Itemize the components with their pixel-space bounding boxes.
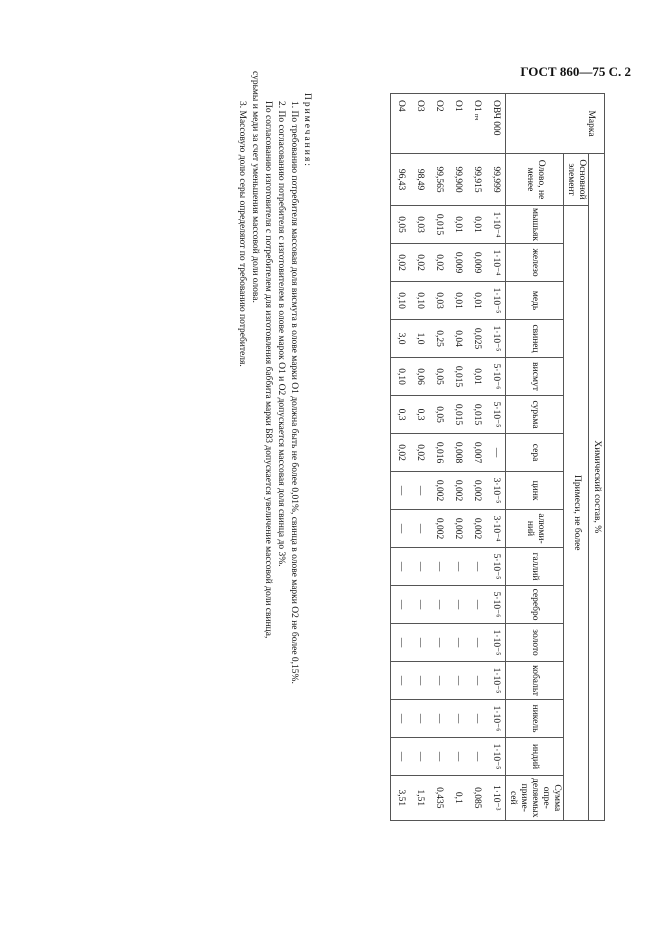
cell-impurity: 0,05 (391, 206, 411, 244)
grade-sub-label: пч (473, 114, 480, 121)
cell-impurity: — (410, 738, 429, 776)
grade-label: О2 (434, 100, 445, 112)
cell-impurity: — (391, 700, 411, 738)
cell-tin: 99,999 (486, 154, 506, 206)
cell-impurity: 0,05 (429, 358, 448, 396)
cell-impurity: 0,01 (467, 282, 486, 320)
cell-impurity: — (429, 586, 448, 624)
cell-grade (410, 94, 429, 154)
cell-impurity: 0,002 (429, 472, 448, 510)
header-impurity: медь (506, 282, 564, 320)
cell-grade (486, 94, 506, 154)
cell-impurity: 1·10⁻⁴ (486, 244, 506, 282)
cell-sum: 3,51 (391, 776, 411, 821)
cell-impurity: — (391, 662, 411, 700)
grade-label: О4 (396, 100, 407, 112)
cell-impurity: — (429, 700, 448, 738)
cell-impurity: — (410, 624, 429, 662)
cell-impurity: 3·10⁻⁴ (486, 510, 506, 548)
cell-impurity: 1·10⁻⁵ (486, 624, 506, 662)
header-base-element: Основной элемент (564, 154, 589, 206)
header-impurities: Примеси, не более (564, 206, 589, 821)
cell-impurity: — (391, 472, 411, 510)
cell-impurity: 5·10⁻⁵ (486, 548, 506, 586)
cell-impurity: 0,03 (410, 206, 429, 244)
cell-impurity: 0,015 (448, 396, 467, 434)
table-row (429, 94, 448, 821)
cell-impurity: — (410, 586, 429, 624)
cell-impurity: 0,016 (429, 434, 448, 472)
cell-impurity: 0,015 (429, 206, 448, 244)
cell-grade (391, 94, 411, 154)
grade-label: О1 (453, 100, 464, 112)
header-grade: Марка (506, 94, 605, 154)
table-row (467, 94, 486, 821)
cell-impurity: 1·10⁻⁶ (486, 700, 506, 738)
cell-grade (467, 94, 486, 154)
header-sum: Сумма опре-деляемых приме-сей (506, 776, 564, 821)
cell-impurity: 0,01 (467, 358, 486, 396)
cell-impurity: — (486, 434, 506, 472)
cell-impurity: — (391, 624, 411, 662)
cell-impurity: 3,0 (391, 320, 411, 358)
cell-impurity: 1·10⁻⁵ (486, 738, 506, 776)
cell-impurity: 0,002 (448, 510, 467, 548)
cell-impurity: 1·10⁻⁴ (486, 206, 506, 244)
header-impurity: мышьяк (506, 206, 564, 244)
cell-impurity: — (448, 548, 467, 586)
cell-impurity: 0,009 (467, 244, 486, 282)
cell-impurity: 0,02 (429, 244, 448, 282)
cell-impurity: — (391, 548, 411, 586)
cell-tin: 98,49 (410, 154, 429, 206)
cell-impurity: — (410, 548, 429, 586)
cell-impurity: — (467, 700, 486, 738)
header-impurity: алюми-ний (506, 510, 564, 548)
cell-impurity: — (410, 662, 429, 700)
cell-impurity: 0,05 (429, 396, 448, 434)
cell-sum: 1·10⁻³ (486, 776, 506, 821)
cell-impurity: 0,025 (467, 320, 486, 358)
cell-impurity: — (429, 738, 448, 776)
cell-impurity: 5·10⁻⁶ (486, 586, 506, 624)
notes (235, 71, 313, 843)
note-2a: 2. По согласованию потребителя с изготовителем в олове марок О1 и О2 допускается массовая доля свинца до 3%. (276, 101, 286, 567)
cell-impurity: 0,02 (391, 434, 411, 472)
cell-impurity: — (448, 700, 467, 738)
cell-impurity: 0,01 (467, 206, 486, 244)
cell-impurity: 0,01 (448, 282, 467, 320)
header-impurity: сурьма (506, 396, 564, 434)
note-2b: По согласованию изготовителя с потребителем для изготовления баббита марки Б83 допускается увеличение массовой доли свинца, (263, 101, 273, 639)
cell-impurity: 0,007 (467, 434, 486, 472)
cell-grade (448, 94, 467, 154)
table-row (410, 94, 429, 821)
cell-tin: 99,565 (429, 154, 448, 206)
cell-impurity: 1,0 (410, 320, 429, 358)
cell-impurity: 0,03 (429, 282, 448, 320)
cell-impurity: — (467, 624, 486, 662)
header-impurity: цинк (506, 472, 564, 510)
header-impurity: галлий (506, 548, 564, 586)
cell-impurity: — (467, 586, 486, 624)
cell-impurity: 0,002 (429, 510, 448, 548)
cell-impurity: 1·10⁻⁵ (486, 282, 506, 320)
cell-impurity: 0,002 (467, 472, 486, 510)
header-impurity: висмут (506, 358, 564, 396)
header-chem-composition: Химический состав, % (589, 154, 605, 821)
header-impurity: никель (506, 700, 564, 738)
cell-impurity: 0,015 (448, 358, 467, 396)
table-row (391, 94, 411, 821)
cell-grade (429, 94, 448, 154)
chemical-composition-table (390, 93, 605, 821)
cell-impurity: 0,02 (391, 244, 411, 282)
cell-impurity: 0,10 (391, 358, 411, 396)
note-1: 1. По требованию потребителя массовая доля висмута в олове марки О1 должна быть не более 0,01%, свинца в олове марки О2 не более 0,15%. (289, 101, 299, 684)
cell-sum: 1,51 (410, 776, 429, 821)
cell-impurity: 0,002 (467, 510, 486, 548)
header-impurity: индий (506, 738, 564, 776)
cell-impurity: 0,25 (429, 320, 448, 358)
cell-impurity: — (467, 738, 486, 776)
cell-impurity: 0,002 (448, 472, 467, 510)
cell-impurity: — (429, 548, 448, 586)
cell-tin: 96,43 (391, 154, 411, 206)
table-row (486, 94, 506, 821)
cell-tin: 99,915 (467, 154, 486, 206)
cell-impurity: — (448, 738, 467, 776)
header-impurity: кобальт (506, 662, 564, 700)
header-impurity: свинец (506, 320, 564, 358)
header-impurity: серебро (506, 586, 564, 624)
cell-impurity: 5·10⁻⁵ (486, 396, 506, 434)
cell-sum: 0,085 (467, 776, 486, 821)
rotated-content (185, 71, 605, 843)
table-row (448, 94, 467, 821)
cell-impurity: — (429, 662, 448, 700)
cell-impurity: — (448, 586, 467, 624)
cell-tin: 99,900 (448, 154, 467, 206)
cell-impurity: 0,01 (448, 206, 467, 244)
cell-impurity: — (410, 700, 429, 738)
page-header: ГОСТ 860—75 С. 2 (520, 64, 631, 79)
note-2c: сурьмы и меди за счет уменьшения массовой доли олова. (250, 71, 260, 303)
grade-label: ОВЧ 000 (491, 100, 502, 136)
cell-impurity: — (391, 738, 411, 776)
cell-impurity: — (410, 472, 429, 510)
cell-impurity: 1·10⁻⁵ (486, 320, 506, 358)
header-impurity: сера (506, 434, 564, 472)
cell-sum: 0,1 (448, 776, 467, 821)
grade-label: О1 (472, 100, 483, 114)
notes-title: Примечания: (302, 93, 312, 168)
cell-impurity: 0,3 (410, 396, 429, 434)
cell-impurity: 0,02 (410, 434, 429, 472)
header-impurity: золото (506, 624, 564, 662)
cell-impurity: — (448, 662, 467, 700)
header-impurity: железо (506, 244, 564, 282)
cell-impurity: — (391, 586, 411, 624)
cell-sum: 0,435 (429, 776, 448, 821)
cell-impurity: 0,04 (448, 320, 467, 358)
cell-impurity: — (429, 624, 448, 662)
header-tin: Олово, не менее (506, 154, 564, 206)
cell-impurity: 0,06 (410, 358, 429, 396)
cell-impurity: — (467, 548, 486, 586)
cell-impurity: — (391, 510, 411, 548)
cell-impurity: 0,3 (391, 396, 411, 434)
grade-label: О3 (415, 100, 426, 112)
cell-impurity: 0,10 (391, 282, 411, 320)
cell-impurity: 0,009 (448, 244, 467, 282)
note-3: 3. Массовую долю серы определяют по требованию потребителя. (237, 101, 247, 367)
cell-impurity: 0,008 (448, 434, 467, 472)
cell-impurity: — (410, 510, 429, 548)
cell-impurity: 0,10 (410, 282, 429, 320)
cell-impurity: 1·10⁻⁵ (486, 662, 506, 700)
cell-impurity: 0,015 (467, 396, 486, 434)
cell-impurity: 3·10⁻⁵ (486, 472, 506, 510)
cell-impurity: — (448, 624, 467, 662)
cell-impurity: 5·10⁻⁶ (486, 358, 506, 396)
cell-impurity: 0,02 (410, 244, 429, 282)
cell-impurity: — (467, 662, 486, 700)
